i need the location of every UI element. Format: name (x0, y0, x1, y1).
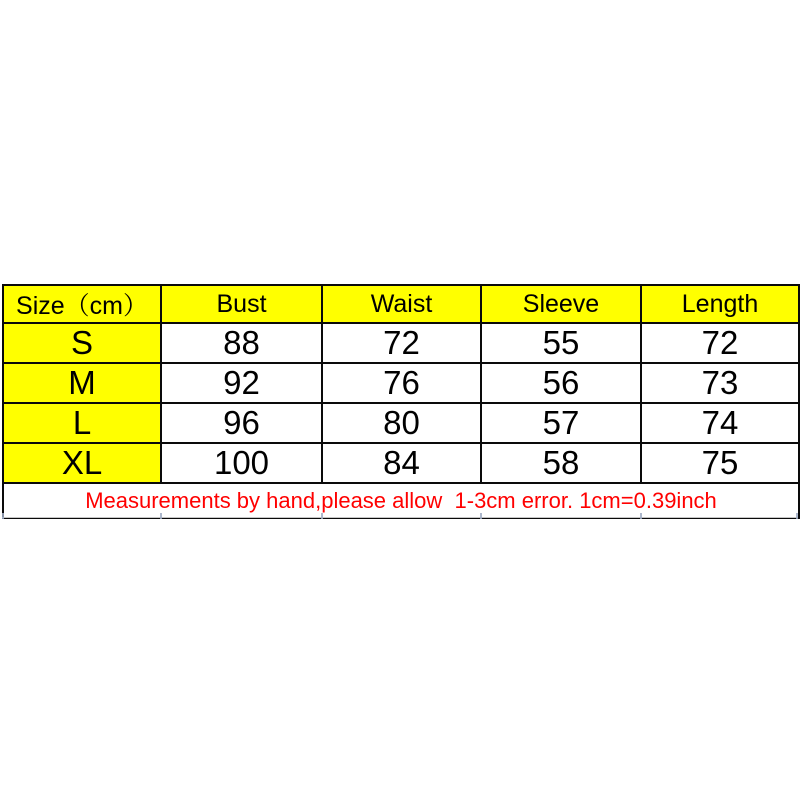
value-cell-s-bust: 88 (161, 323, 322, 363)
table-row-xl (3, 443, 799, 483)
value-cell-m-length: 73 (641, 363, 799, 403)
gridline-tick (2, 513, 4, 519)
value-cell-xl-length: 75 (641, 443, 799, 483)
table-row-m (3, 363, 799, 403)
header-row (3, 285, 799, 323)
value-cell-l-length: 74 (641, 403, 799, 443)
gridline-tick (640, 513, 642, 519)
table-row-s (3, 323, 799, 363)
size-cell-l: L (3, 403, 161, 443)
value-cell-l-sleeve: 57 (481, 403, 641, 443)
table-row-l (3, 403, 799, 443)
value-cell-m-bust: 92 (161, 363, 322, 403)
gridline-tick (160, 513, 162, 519)
value-cell-l-waist: 80 (322, 403, 481, 443)
size-chart-table (2, 284, 800, 519)
note-row (3, 483, 799, 518)
size-cell-m: M (3, 363, 161, 403)
size-cell-xl: XL (3, 443, 161, 483)
gridline-artifact (2, 517, 798, 518)
value-cell-m-waist: 76 (322, 363, 481, 403)
size-cell-s: S (3, 323, 161, 363)
value-cell-xl-waist: 84 (322, 443, 481, 483)
gridline-tick (480, 513, 482, 519)
header-cell-sleeve: Sleeve (481, 285, 641, 323)
value-cell-xl-bust: 100 (161, 443, 322, 483)
gridline-tick (796, 513, 798, 519)
header-cell-size: Size（cm） (3, 285, 161, 323)
value-cell-s-sleeve: 55 (481, 323, 641, 363)
header-cell-length: Length (641, 285, 799, 323)
header-cell-bust: Bust (161, 285, 322, 323)
value-cell-l-bust: 96 (161, 403, 322, 443)
measurement-note: Measurements by hand,please allow 1-3cm error. 1cm=0.39inch (3, 483, 799, 518)
value-cell-s-waist: 72 (322, 323, 481, 363)
value-cell-m-sleeve: 56 (481, 363, 641, 403)
header-cell-waist: Waist (322, 285, 481, 323)
value-cell-xl-sleeve: 58 (481, 443, 641, 483)
gridline-tick (321, 513, 323, 519)
value-cell-s-length: 72 (641, 323, 799, 363)
